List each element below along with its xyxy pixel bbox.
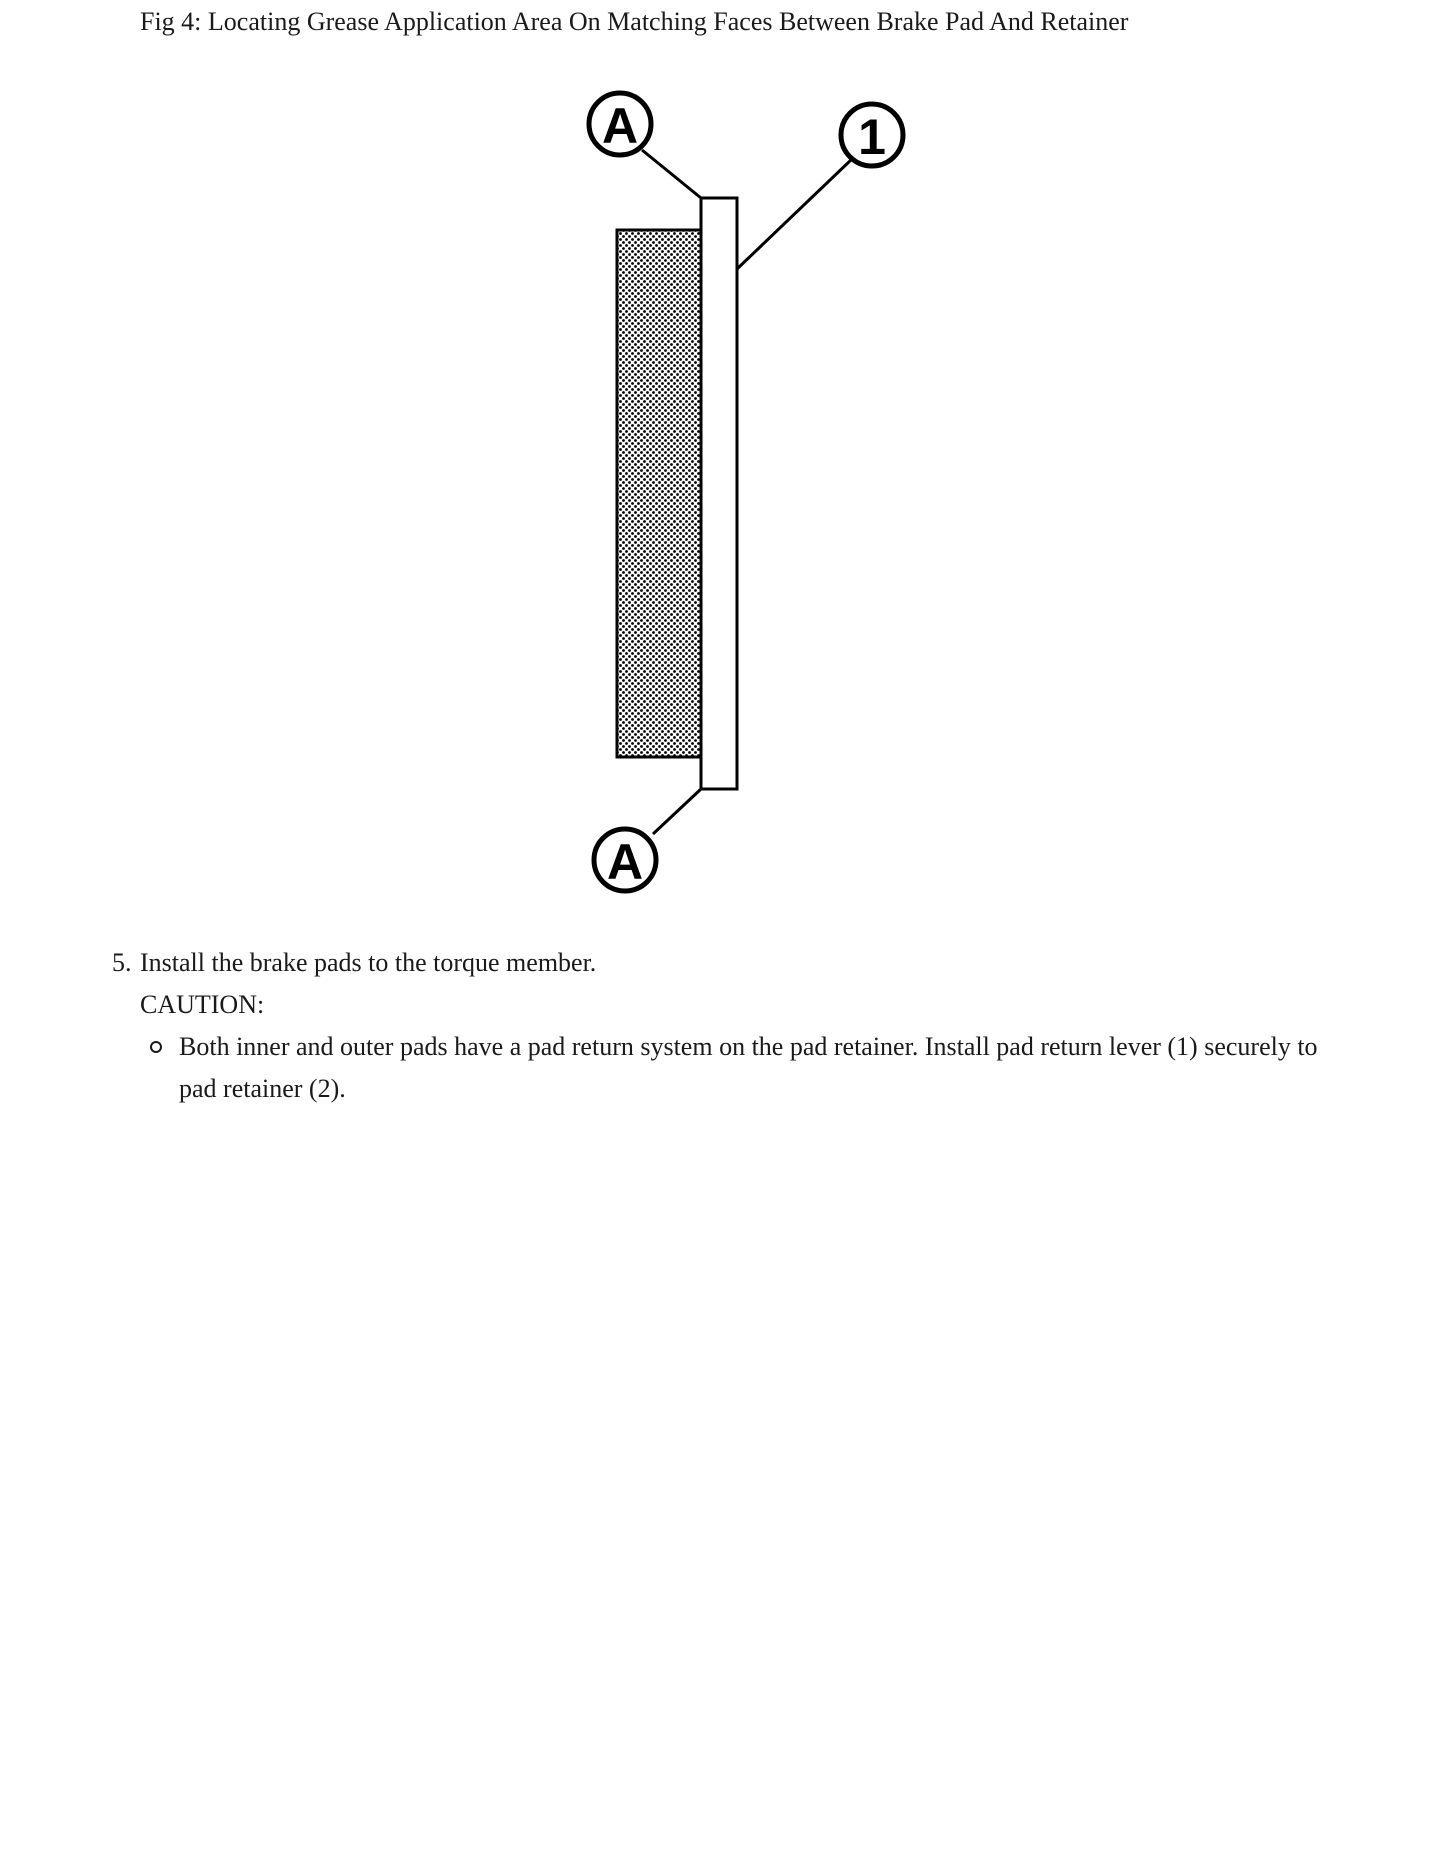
leader-line-bottom-a <box>653 789 701 834</box>
hollow-bullet-icon <box>150 1041 162 1053</box>
brake-pad-friction-material <box>617 230 701 757</box>
callout-a-top <box>589 93 651 155</box>
callout-a-top-label: A <box>601 98 639 154</box>
step-number: 5. <box>112 948 132 977</box>
caution-label: CAUTION: <box>140 990 265 1019</box>
callout-1 <box>841 104 903 166</box>
step-text: Install the brake pads to the torque member. <box>140 948 597 977</box>
figure-caption: Fig 4: Locating Grease Application Area On Matching Faces Between Brake Pad And Retainer <box>140 7 1129 36</box>
pad-retainer <box>701 198 737 789</box>
brake-pad-diagram <box>580 85 920 905</box>
callout-1-label: 1 <box>858 109 886 165</box>
brake-pad-retainer-figure <box>580 85 920 905</box>
leader-line-top-a <box>642 150 701 198</box>
callout-a-bottom <box>594 829 656 891</box>
caution-bullet-text: Both inner and outer pads have a pad return system on the pad retainer. Install pad return lever (1) securely to pad retainer (2). <box>179 1032 1318 1103</box>
leader-line-1 <box>737 159 852 269</box>
callout-a-bottom-label: A <box>606 834 644 890</box>
